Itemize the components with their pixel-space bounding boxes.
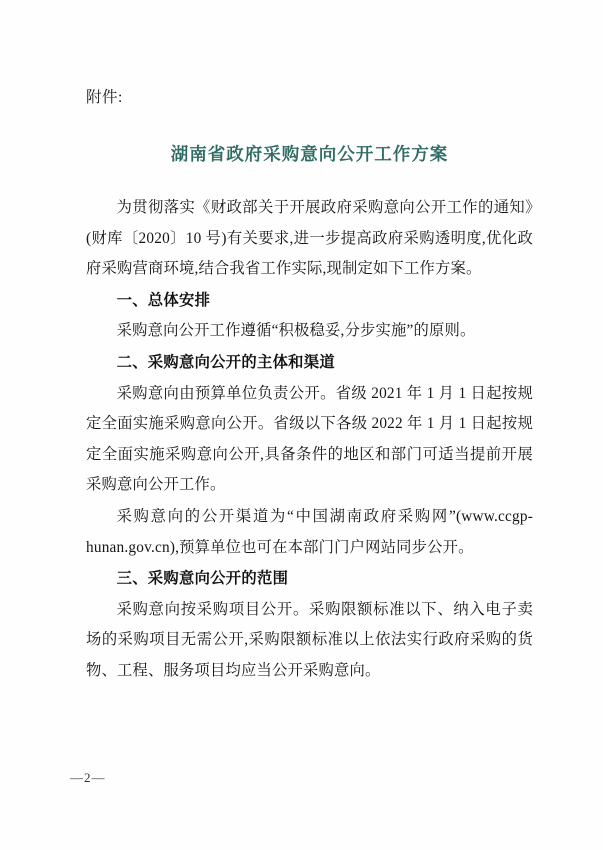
paragraph-subject-timeline: 采购意向由预算单位负责公开。省级 2021 年 1 月 1 日起按规定全面实施采购意向公开。省级以下各级 2022 年 1 月 1 日起按规定全面实施采购意向公开,具备条件的地区和部门可适当提前开展采购意向公开工作。: [86, 384, 533, 494]
paragraph-intro: 为贯彻落实《财政部关于开展政府采购意向公开工作的通知》(财库〔2020〕10 号)有关要求,进一步提高政府采购透明度,优化政府采购营商环境,结合我省工作实际,现制定如下工作方案。: [86, 199, 533, 278]
attachment-label: 附件:: [86, 89, 123, 106]
paragraph-scope: 采购意向按采购项目公开。采购限额标准以下、纳入电子卖场的采购项目无需公开,采购限额标准以上依法实行政府采购的货物、工程、服务项目均应当公开采购意向。: [86, 600, 533, 679]
page-title: 湖南省政府采购意向公开工作方案: [170, 143, 449, 164]
section-heading-3: 三、采购意向公开的范围: [116, 570, 289, 588]
paragraph-disclosure-channel: 采购意向的公开渠道为“中国湖南政府采购网”(www.ccgp-hunan.gov.cn),预算单位也可在本部门门户网站同步公开。: [86, 507, 533, 556]
section-heading-2: 二、采购意向公开的主体和渠道: [116, 354, 335, 372]
paragraph-overall-arrangement: 采购意向公开工作遵循“积极稳妥,分步实施”的原则。: [116, 322, 476, 340]
page-number: —2—: [70, 770, 106, 785]
section-heading-1: 一、总体安排: [116, 291, 211, 309]
